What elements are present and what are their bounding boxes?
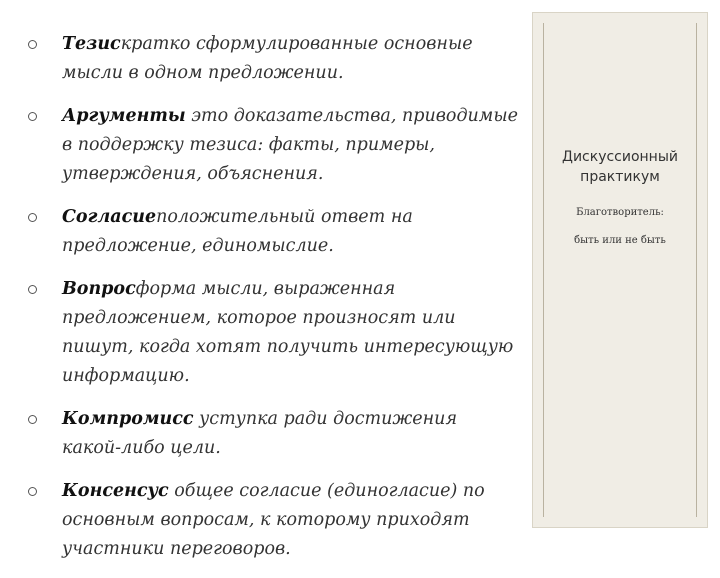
sidebar-subtitle-2: быть или не быть xyxy=(574,235,666,246)
sidebar-title: Дискуссионный практикум xyxy=(562,149,678,185)
term-label: Компромисс xyxy=(62,409,194,429)
term-definition: положительный ответ на предложение, единомыслие. xyxy=(62,207,413,256)
list-item xyxy=(28,275,518,391)
term-definition: форма мысли, выраженная предложением, которое произносят или пишут, когда хотят получить интересующую информацию. xyxy=(62,279,514,386)
list-item xyxy=(28,102,518,189)
term-definition: кратко сформулированные основные мысли в одном предложении. xyxy=(62,34,473,83)
bullet-icon xyxy=(28,213,37,222)
list-item xyxy=(28,30,518,88)
bullet-icon xyxy=(28,285,37,294)
bullet-icon xyxy=(28,487,37,496)
term-label: Аргументы xyxy=(62,106,186,126)
sidebar-subtitle-1: Благотворитель: xyxy=(576,207,664,218)
term-definition: это доказательства, приводимые в поддержку тезиса: факты, примеры, утверждения, объяснения. xyxy=(62,106,518,184)
bullet-icon xyxy=(28,112,37,121)
term-definition: общее согласие (единогласие) по основным вопросам, к которому приходят участники переговоров. xyxy=(62,481,485,559)
list-item xyxy=(28,405,518,463)
list-item xyxy=(28,203,518,261)
term-label: Тезис xyxy=(62,34,121,54)
bullet-icon xyxy=(28,415,37,424)
term-label: Вопрос xyxy=(62,279,136,299)
term-label: Консенсус xyxy=(62,481,169,501)
sidebar-frame xyxy=(543,23,697,517)
sidebar-panel xyxy=(532,12,708,528)
list-item xyxy=(28,477,518,564)
definitions-list xyxy=(28,30,518,578)
term-label: Согласие xyxy=(62,207,157,227)
term-definition: уступка ради достижения какой-либо цели. xyxy=(62,409,458,458)
bullet-icon xyxy=(28,40,37,49)
